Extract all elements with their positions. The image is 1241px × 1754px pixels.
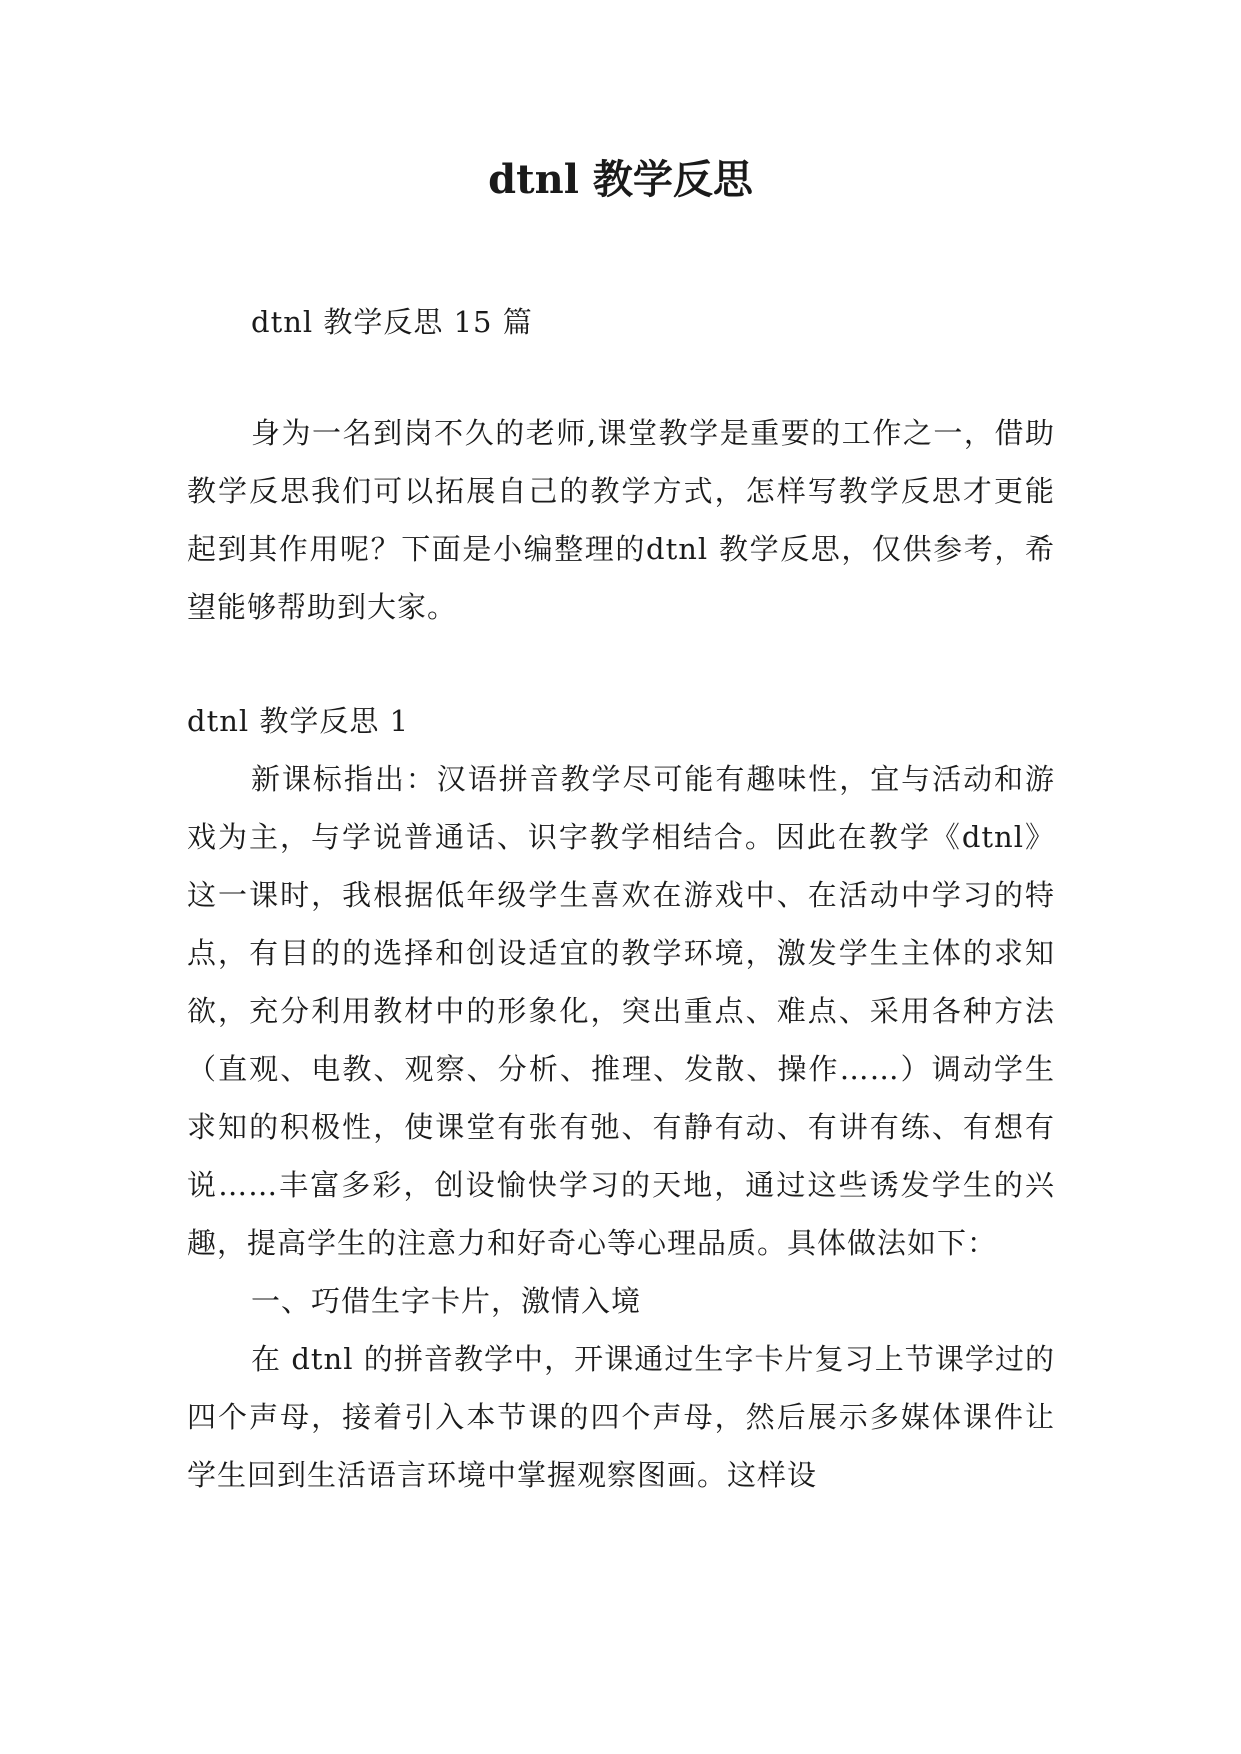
- section-body: [187, 750, 1055, 1504]
- subsection-heading: 一、巧借生字卡片，激情入境: [251, 1284, 642, 1318]
- section-heading: dtnl 教学反思 1: [187, 704, 410, 738]
- document-subtitle: dtnl 教学反思 15 篇: [251, 305, 533, 339]
- body-paragraph: 新课标指出：汉语拼音教学尽可能有趣味性，宜与活动和游戏为主，与学说普通话、识字教学相结合。因此在教学《dtnl》这一课时，我根据低年级学生喜欢在游戏中、在活动中学习的特点，有目的的选择和创设适宜的教学环境，激发学生主体的求知欲，充分利用教材中的形象化，突出重点、难点、采用各种方法（直观、电教、观察、分析、推理、发散、操作……）调动学生求知的积极性，使课堂有张有弛、有静有动、有讲有练、有想有说……丰富多彩，创设愉快学习的天地，通过这些诱发学生的兴趣，提高学生的注意力和好奇心等心理品质。具体做法如下：: [187, 762, 1055, 1260]
- document-title: dtnl 教学反思: [488, 156, 753, 203]
- intro-paragraph: 身为一名到岗不久的老师,课堂教学是重要的工作之一，借助教学反思我们可以拓展自己的教学方式，怎样写教学反思才更能起到其作用呢？下面是小编整理的dtnl 教学反思，仅供参考，希望能够帮助到大家。: [187, 416, 1055, 624]
- body-paragraph: 在 dtnl 的拼音教学中，开课通过生字卡片复习上节课学过的四个声母，接着引入本节课的四个声母，然后展示多媒体课件让学生回到生活语言环境中掌握观察图画。这样设: [187, 1342, 1055, 1492]
